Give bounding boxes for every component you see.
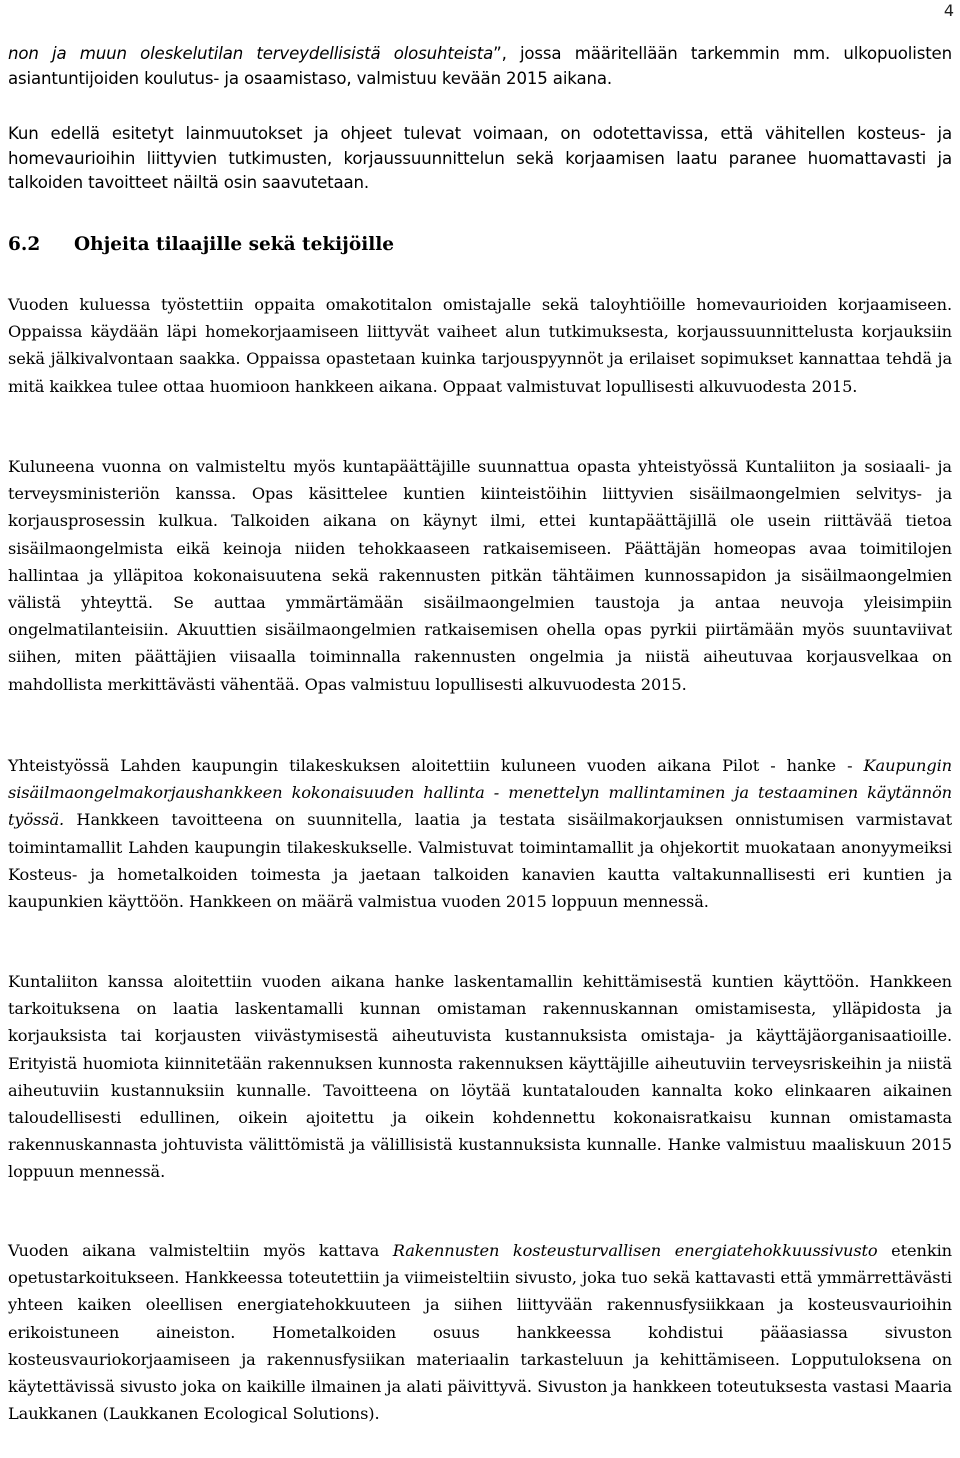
page-number: 4 — [943, 1, 954, 20]
paragraph-guides: Vuoden kuluessa työstettiin oppaita omakotitalon omistajalle sekä taloyhtiöille homevaurioiden korjaamiseen. Oppaissa käydään läpi homekorjaamiseen liittyvät vaiheet alun tutkimuksesta, korjaussuunnittelusta korjauksiin sekä jälkivalvontaan saakka. Oppaissa opastetaan kuinka tarjouspyynnöt ja erilaiset sopimukset kannattaa tehdä ja mitä kaikkea tulee ottaa huomioon hankkeen aikana. Oppaat valmistuvat lopullisesti alkuvuodesta 2015. — [8, 295, 952, 396]
section-title: Ohjeita tilaajille sekä tekijöille — [74, 234, 395, 255]
paragraph-lahti-pilot — [8, 752, 952, 915]
italic-title: Kaupungin sisäilmaongelmakorjaushankkeen kokonaisuuden hallinta - menettelyn mallintaminen ja testaaminen käytännön työssä. — [8, 756, 952, 830]
paragraph-lead: Yhteistyössä Lahden kaupungin tilakeskuksen aloitettiin kuluneen vuoden aikana Pilot - hanke - — [8, 756, 864, 775]
paragraph-lead: Vuoden aikana valmisteltiin myös kattava — [8, 1241, 393, 1260]
paragraph-text: ”, jossa määritellään tarkemmin mm. ulkopuolisten asiantuntijoiden koulutus- ja osaamistaso, valmistuu kevään 2015 aikana. — [8, 44, 952, 88]
paragraph-continuation — [8, 42, 952, 91]
italic-title: non ja muun oleskelutilan terveydellisistä olosuhteista — [8, 44, 494, 63]
section-number: 6.2 — [8, 234, 41, 255]
paragraph-decision-makers-guide: Kuluneena vuonna on valmisteltu myös kuntapäättäjille suunnattua opasta yhteistyössä Kuntaliiton ja sosiaali- ja terveysministeriön kanssa. Opas käsittelee kuntien kiinteistöihin liittyvien sisäilmaongelmien selvitys- ja korjausprosessin kulkua. Talkoiden aikana on käynyt ilmi, ettei kuntapäättäjillä ole usein riittävää tietoa sisäilmaongelmista eikä keinoja niiden tehokkaaseen ratkaisemiseen. Päättäjän homeopas avaa toimitilojen hallintaa ja ylläpitoa kokonaisuutena sekä rakennusten pitkän tähtäimen kunnossapidon ja sisäilmaongelmien välistä yhteyttä. Se auttaa ymmärtämään sisäilmaongelmien taustoja ja antaa neuvoja yleisimpiin ongelmatilanteisiin. Akuuttien sisäilmaongelmien ratkaisemisen ohella opas pyrkii piirtämään myös suuntaviivat siihen, miten päättäjien viisaalla toiminnalla rakennusten ongelmia ja niistä aiheutuvaa korjausvelkaa on mahdollista merkittävästi vähentää. Opas valmistuu lopullisesti alkuvuodesta 2015. — [8, 457, 952, 694]
paragraph-calculation-model: Kuntaliiton kanssa aloitettiin vuoden aikana hanke laskentamallin kehittämisestä kuntien käyttöön. Hankkeen tarkoituksena on laatia laskentamalli kunnan omistaman rakennuskannan omistamisesta, ylläpidosta ja korjauksista tai korjausten viivästymisestä aiheutuvista kustannuksista omistaja- ja käyttäjäorganisaatioille. Erityistä huomiota kiinnitetään rakennuksen kunnosta rakennuksen käyttäjille aiheutuviin terveysriskeihin ja niistä aiheutuviin kustannuksiin kunnalle. Tavoitteena on löytää kuntatalouden kannalta koko elinkaaren aikainen taloudellisesti edullinen, oikein ajoitettu ja oikein kohdennettu kokonaisratkaisu kunnan omistamasta rakennuskannasta johtuvista välittömistä ja välillisistä kustannuksista kunnalle. Hanke valmistuu maaliskuun 2015 loppuun mennessä. — [8, 972, 952, 1182]
paragraph-text: etenkin opetustarkoitukseen. Hankkeessa toteutettiin ja viimeisteltiin sivusto, joka tuo sekä kattavasti että ymmärrettävästi yhteen kaiken oleellisen energiatehokkuuteen ja siihen liittyvään rakennusfysiikkaan ja kosteusvaurioihin erikoistuneen aineiston. Hometalkoiden osuus hankkeessa kohdistui pääasiassa sivuston kosteusvauriokorjaamiseen ja rakennusfysiikan materiaalin tarkasteluun ja kehittämiseen. Lopputuloksena on käytettävissä sivusto joka on kaikille ilmainen ja alati päivittyvä. Sivuston ja hankkeen toteutuksesta vastasi Maaria Laukkanen (Laukkanen Ecological Solutions). — [8, 1241, 952, 1424]
paragraph-expectations: Kun edellä esitetyt lainmuutokset ja ohjeet tulevat voimaan, on odotettavissa, että vähitellen kosteus- ja homevaurioihin liittyvien tutkimusten, korjaussuunnittelun sekä korjaamisen laatu paranee huomattavasti ja talkoiden tavoitteet näiltä osin saavutetaan. — [8, 124, 952, 192]
italic-title: Rakennusten kosteusturvallisen energiatehokkuussivusto — [392, 1241, 878, 1260]
section-heading — [8, 232, 952, 258]
paragraph-text: Hankkeen tavoitteena on suunnitella, laatia ja testata sisäilmakorjauksen onnistumisen varmistavat toimintamallit Lahden kaupungin tilakeskukselle. Valmistuvat toimintamallit ja ohjekortit muokataan anonyymeiksi Kosteus- ja hometalkoiden toimesta ja jaetaan talkoiden kanavien kautta valtakunnallisesti eri kuntien ja kaupunkien käyttöön. Hankkeen on määrä valmistua vuoden 2015 loppuun mennessä. — [8, 810, 952, 912]
paragraph-energy-website — [8, 1237, 952, 1427]
